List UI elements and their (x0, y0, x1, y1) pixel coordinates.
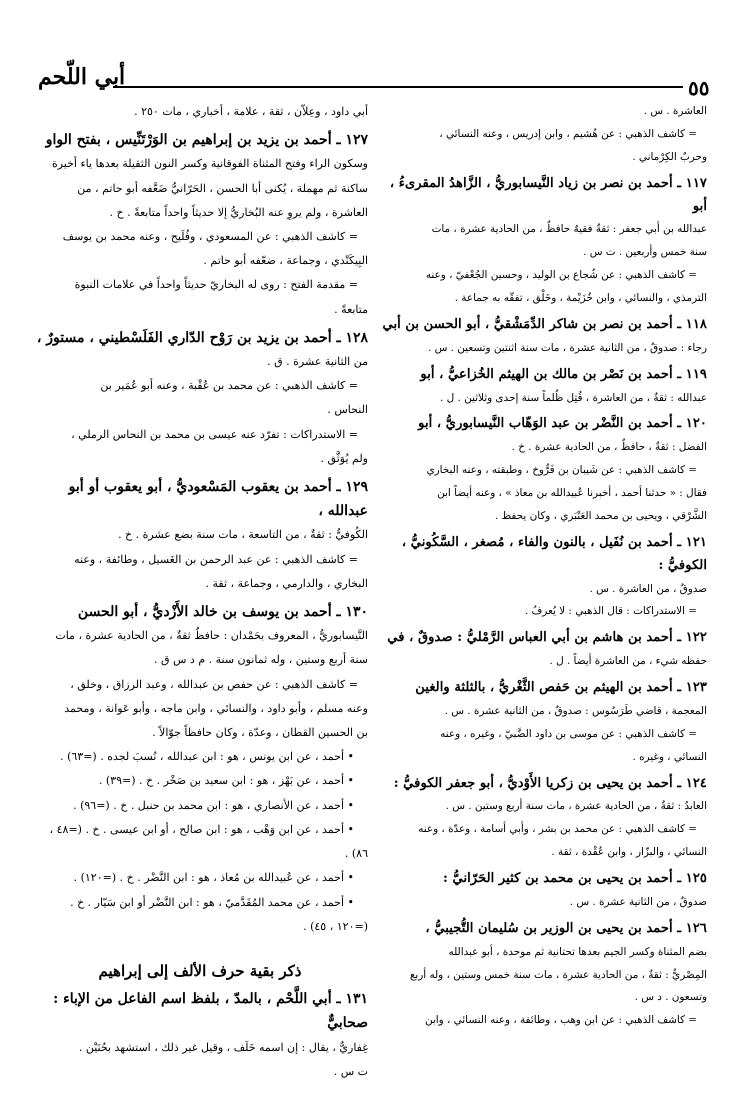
left-column-line: الكُوفيُّ : ثقةٌ ، من التاسعة ، مات سنة بضع عشرة . خ . (118, 528, 368, 542)
left-column-line: ت س . (333, 1064, 368, 1078)
right-column-line: حفظه شيء ، من العاشرة أيضاً . ل . (549, 655, 707, 668)
left-column-cross-reference: • أحمد ، عن ابن يونس ، هو : ابن عبدالله ، نُسبَ لجده . (=٦٣) . (60, 750, 354, 764)
right-column-entry-heading: ١٢٢ ـ أحمد بن هاشم بن أبي العباس الرَّمْليُّ : صدوقٌ ، في (387, 630, 707, 646)
right-column-line: فقال : « حدثنا أحمد ، أخبرنا عُبيدالله بن معاذ » ، وعنه أيضاً ابن (437, 487, 707, 499)
left-column-line: متابعةً . (334, 302, 368, 316)
left-column-line: بن الحسين القطان ، وعدّة ، وكان حافظاً جوّالاً . (152, 726, 368, 740)
left-column-line: النحاس . (327, 403, 368, 417)
right-column-line: صدوقٌ ، من العاشرة . س . (589, 582, 707, 595)
left-column-annotation-line: = كاشف الذهبي : عن حفص بن عبدالله ، وعبد الرزاق ، وخلق ، (70, 677, 358, 691)
right-column-entry-heading: ١٢٥ ـ أحمد بن يحيى بن محمد بن كثير الحَرّانيُّ : (443, 871, 707, 886)
left-column-annotation-line: = كاشف الذهبي : عن محمد بن عُقْبة ، وعنه أبو عُمَير بن (100, 379, 358, 393)
right-column-line: المعجمة ، قاضي طَرَسُوس : صدوقٌ ، من الثانية عشرة . س . (444, 704, 707, 717)
left-column-entry-heading: ١٢٩ ـ أحمد بن يعقوب المَسْعوديُّ ، أبو يعقوب أو أبو عبدالله ، (68, 479, 368, 520)
right-column-entry-heading: ١١٩ ـ أحمد بن نَصْر بن مالك بن الهيثم الخُزاعيُّ ، أبو (420, 366, 707, 382)
right-column-line: الترمذي ، والنسائي ، وابن خُزَيْمة ، وخَلْق ، تفقّه به جماعة . (454, 292, 707, 304)
left-column-annotation-line: = كاشف الذهبي : عن المسعودي ، وفُلَيح ، وعنه محمد بن يوسف (62, 230, 358, 244)
left-column-cross-reference: • أحمد ، عن بَهْز ، هو : ابن سعيد بن صَخْر . خ . (=٣٩) . (98, 774, 354, 788)
right-column-line: الشَّرْقي ، ويحيى بن محمد العَنْبَري ، وكان يحفظ . (494, 509, 707, 522)
right-column-line: وحربٌ الكِرْماني . (632, 150, 707, 163)
running-title: أبي اللّحم (38, 64, 126, 90)
section-heading: ذكر بقية حرف الألف إلى إبراهيم (98, 961, 302, 980)
right-column (381, 100, 707, 1032)
left-column-annotation-line: = مقدمة الفتح : روى له البخاريّ حديثاً واحداً في علامات النبوة (74, 278, 358, 292)
left-column-cross-reference: • أحمد ، عن محمد المُقَدَّميّ ، هو : ابن النَّضْر أو ابن سَيّار . خ . (70, 895, 354, 909)
right-column-entry-heading: ١٢٦ ـ أحمد بن يحيى بن الوزير بن سُليمان التُّجيبيُّ ، (425, 920, 707, 936)
right-column-line: صدوقٌ ، من الثانية عشرة . س . (569, 895, 707, 908)
left-column-line: وعنه مسلم ، وأبو داود ، والنسائي ، وابن ماجه ، وأبو عَوانة ، ومحمد (64, 701, 368, 715)
right-column-line: النسائي ، والبزّار ، وابن عُقْدة ، ثقة . (551, 846, 707, 859)
right-column-entry-heading: ١١٨ ـ أحمد بن نصر بن شاكر الدِّمَشْقيُّ ، أبو الحسن بن أبي (382, 316, 707, 332)
right-column-annotation-line: = كاشف الذهبي : عن محمد بن بشر ، وأبي أسامة ، وعدّة ، وعنه (418, 823, 697, 836)
right-column-line: النسائي ، وغيره . (632, 750, 707, 763)
left-column-cross-reference: • أحمد ، عن الأنصاري ، هو : ابن محمد بن حنبل . خ . (=٩٦) . (73, 798, 354, 812)
left-column-line: ساكنة ثم مهملة ، يُكنى أبا الحسن ، الحَرّانيُّ ضَعَّفه أبو حاتم ، من (77, 181, 368, 195)
right-column-annotation-line: = كاشف الذهبي : عن شُجاع بن الوليد ، وحسين الجُعْفيّ ، وعنه (425, 269, 697, 282)
left-column-line: أبي داود ، وعِلاّن ، ثقة ، علامة ، أخباري ، مات ٢٥٠ . (134, 105, 368, 118)
left-column-line: غِفاريٌّ ، يقال : إن اسمه خَلَف ، وقيل غير ذلك ، استشهد بحُنَيْن . (78, 1040, 368, 1054)
left-column-annotation-line: = كاشف الذهبي : عن عبد الرحمن بن الغَسيل ، وطائفة ، وعنه (74, 552, 358, 566)
left-column-cross-reference: • أحمد ، عن عُبيدالله بن مُعاذ ، هو : ابن النَّضْر . خ . (=١٢٠) . (73, 871, 354, 885)
header-rule (113, 86, 683, 88)
left-column-cross-reference: • أحمد ، عن ابن وَهْب ، هو : ابن صالح ، أو ابن عيسى . خ . (=٤٨ ، (49, 822, 354, 836)
left-column-line: البخاري ، والدارمي ، وجماعة ، ثقة . (205, 576, 368, 590)
right-column-annotation-line: = كاشف الذهبي : عن ابن وهب ، وطائفة ، وعنه النسائي ، وابن (424, 1014, 697, 1027)
left-column-entry-heading: ١٣٠ ـ أحمد بن يوسف بن خالد الأَزْديُّ ، أبو الحسن (77, 604, 368, 621)
right-column-line: وتسعون . د س . (634, 991, 707, 1004)
right-column-line: بضم المثناة وكسر الجيم بعدها تحتانية ثم موحدة ، أبو عبدالله (448, 945, 707, 958)
right-column-entry-heading: ١٢٣ ـ أحمد بن الهيثم بن حَفص الثَّغْريُّ ، بالثلثة والغين (415, 680, 707, 695)
left-column-line: وسكون الراء وفتح المثناة الفوقانية وكسر النون الثقيلة بعدها ياء أخيرة (51, 157, 368, 171)
left-column-annotation-line: = الاستدراكات : تفرّد عنه عيسى بن محمد بن النحاس الرملي ، (71, 427, 358, 441)
right-column-annotation-line: = كاشف الذهبي : عن شَيبان بن فَرُّوخ ، وطبقته ، وعنه البخاري (426, 464, 697, 477)
left-column-line: من الثانية عشرة . ق . (267, 355, 368, 369)
left-column-entry-heading: ١٣١ ـ أبي اللَّحْم ، بالمدّ ، بلفظ اسم الفاعل من الإباء : صحابيٌّ (53, 991, 368, 1032)
right-column-line: الفضل : ثقةٌ ، حافظٌ ، من الحادية عشرة . خ . (511, 441, 707, 454)
left-column-line: النَّيسابوريُّ ، المعروف بحَمْدان : حافظٌ ثقةٌ ، من الحادية عشرة ، مات (55, 629, 368, 643)
left-column-line: ٨٦) . (344, 847, 368, 861)
right-column-line: العاشرة . س . (643, 105, 707, 117)
left-column-line: سنة أربع وستين ، وله ثمانون سنة . م د س ق . (153, 653, 368, 667)
left-column-line: (=١٢٠ ، ٤٥) . (303, 919, 368, 933)
left-column-line: العاشرة ، ولم يروِ عنه البُخاريُّ إلا حديثاً واحداً متابعةً . خ . (109, 205, 368, 219)
left-column-line: ولم يُوَثَّق . (320, 451, 368, 465)
right-column-annotation-line: = الاستدراكات : قال الذهبي : لا يُعرفُ . (524, 605, 697, 618)
right-column-line: العابدُ : ثقةٌ ، من الحادية عشرة ، مات سنة أربع وستين . س . (445, 800, 707, 813)
right-column-line: رجاء : صدوقٌ ، من الثانية عشرة ، مات سنة اثنتين وتسعين . س . (428, 341, 707, 354)
left-column-entry-heading: ١٢٨ ـ أحمد بن يزيد بن رَوْح الدّاري الفَلَسْطيني ، مستورٌ ، (36, 329, 368, 346)
page-number: ٥٥ (688, 76, 710, 100)
right-column-annotation-line: = كاشف الذهبي : عن هُشيم ، وابن إدريس ، وعنه النسائي ، (439, 127, 697, 140)
right-column-line: المِصْريُّ : ثقةٌ ، من الحادية عشرة ، مات سنة خمس وستين ، وله أربع (409, 968, 707, 981)
left-column-entry-heading: ١٢٧ ـ أحمد بن يزيد بن إبراهيم بن الوَرْتَنِّيس ، بفتح الواو (45, 132, 368, 149)
right-column-annotation-line: = كاشف الذهبي : عن موسى بن داود الضَّبيّ ، وغيره ، وعنه (440, 727, 697, 740)
right-column-entry-heading: ١١٧ ـ أحمد بن نصر بن زياد النَّيسابوريُّ ، الزَّاهدُ المقرىءُ ، أبو (389, 175, 707, 214)
left-column (32, 100, 368, 1084)
right-column-entry-heading: ١٢٤ ـ أحمد بن يحيى بن زكريا الأَوْديُّ ، أبو جعفر الكوفيُّ : (393, 775, 707, 791)
right-column-line: سنة خمس وأربعين . ت س . (583, 246, 707, 259)
right-column-line: عبدالله بن أبي جعفر : ثقةٌ فقيهٌ حافظٌ ، من الحادية عشرة ، مات (431, 223, 707, 236)
right-column-entry-heading: ١٢١ ـ أحمد بن نُفَيل ، بالنون والفاء ، مُصغر ، السَّكُونيُّ ، الكوفيُّ : (401, 534, 707, 573)
right-column-line: عبدالله : ثقةٌ ، من العاشرة ، قُتِل ظُلماً سنة إحدى وثلاثين . ل . (440, 391, 707, 404)
left-column-line: البِيكَنْدي ، وجماعة ، ضعّفه أبو حاتم . (203, 254, 368, 268)
right-column-entry-heading: ١٢٠ ـ أحمد بن النَّضْر بن عبد الوَهّاب النَّيسابوريُّ ، أبو (418, 416, 707, 432)
